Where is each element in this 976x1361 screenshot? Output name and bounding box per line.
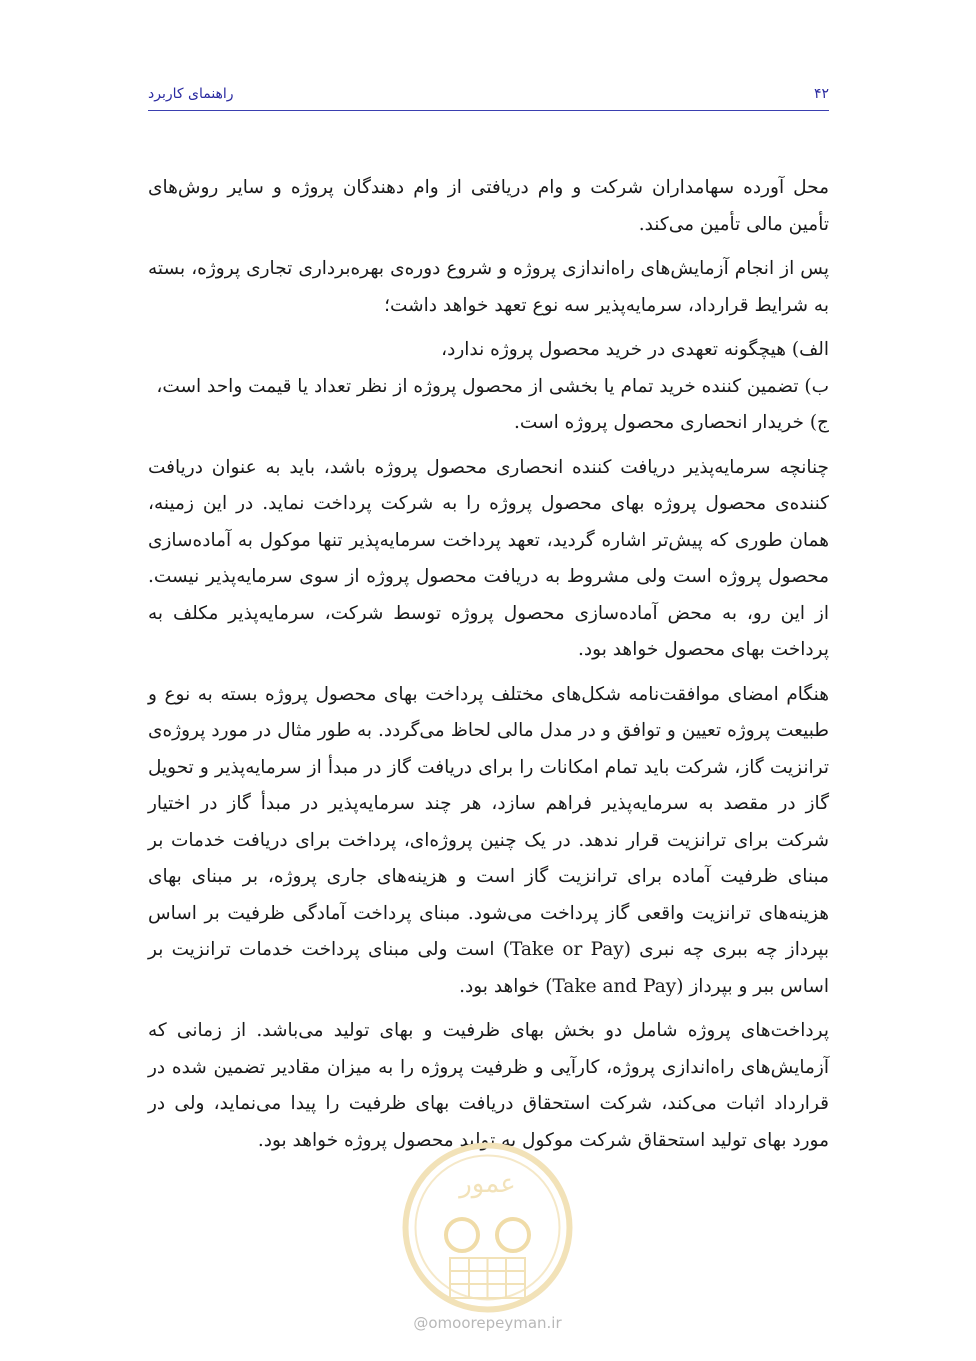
paragraph-3: چنانچه سرمایه‌پذیر دریافت کننده انحصاری محصول پروژه باشد، باید به عنوان دریافت کننده‌ی محصول پروژه بهای محصول پروژه را به شرکت پرداخت نماید. در این زمینه، همان طوری که پیش‌تر اشاره گردید، تعهد پرداخت سرمایه‌پذیر تنها موکول به آماده‌سازی محصول پروژه است ولی مشروط به دریافت محصول پروژه از سوی سرمایه‌پذیر نیست. از این رو، به محض آماده‌سازی محصول پروژه توسط شرکت، سرمایه‌پذیر مکلف به پرداخت بهای محصول خواهد بود. (148, 456, 829, 660)
paragraph-1: محل آورده سهامداران شرکت و وام دریافتی از وام دهندگان پروژه و سایر روش‌های تأمین مالی تأمین می‌کند. (148, 177, 829, 235)
page-header (148, 84, 829, 111)
page-number: ۴۲ (813, 86, 829, 102)
paragraph-5: پرداخت‌های پروژه شامل دو بخش بهای ظرفیت و بهای تولید می‌باشد. از زمانی که آزمایش‌های راه‌اندازی پروژه، کارآیی و ظرفیت پروژه را به میزان مقادیر تضمین شده در قرارداد اثبات می‌کند، شرکت استحقاق دریافت بهای ظرفیت را پیدا می‌نماید، ولی در مورد بهای تولید استحقاق شرکت موکول به تولید محصول پروژه خواهد بود. (148, 1020, 829, 1151)
commitment-list: الف) هیچگونه تعهدی در خرید محصول پروژه ندارد، ب) تضمین کننده خرید تمام یا بخشی از محصول پروژه از نظر تعداد یا قیمت واحد است، ج) خریدار انحصاری محصول پروژه است. (156, 339, 829, 433)
watermark-logo (400, 1140, 575, 1315)
paragraph-2: پس از انجام آزمایش‌های راه‌اندازی پروژه و شروع دوره‌ی بهره‌برداری تجاری پروژه، بسته به شرایط قرارداد، سرمایه‌پذیر سه نوع تعهد خواهد داشت؛ (148, 258, 829, 316)
paragraph-4: هنگام امضای موافقت‌نامه شکل‌های مختلف پرداخت بهای محصول پروژه بسته به نوع و طبیعت پروژه تعیین و توافق و در مدل مالی لحاظ می‌گردد. به طور مثال در مورد پروژه‌ی ترانزیت گاز، شرکت باید تمام امکانات را برای دریافت گاز در مبدأ از سرمایه‌پذیر و تحویل گاز در مقصد به سرمایه‌پذیر فراهم سازد، هر چند سرمایه‌پذیر در مبدأ گاز در اختیار شرکت برای ترانزیت قرار ندهد. در یک چنین پروژه‌ای، پرداخت برای دریافت خدمات بر مبنای ظرفیت آماده برای ترانزیت گاز است و هزینه‌های جاری پروژه، بر مبنای بهای هزینه‌های ترانزیت واقعی گاز پرداخت می‌شود. مبنای پرداخت آمادگی ظرفیت بر اساس بپرداز چه ببری چه نبری (Take or Pay) است ولی مبنای پرداخت خدمات ترانزیت بر اساس ببر و بپرداز (Take and Pay) خواهد بود. (148, 683, 830, 997)
running-title: راهنمای کاربرد (148, 86, 234, 102)
svg-text:عمور: عمور (459, 1169, 516, 1199)
document-body (148, 170, 829, 1167)
watermark-url: @omoorepeyman.ir (413, 1314, 562, 1332)
